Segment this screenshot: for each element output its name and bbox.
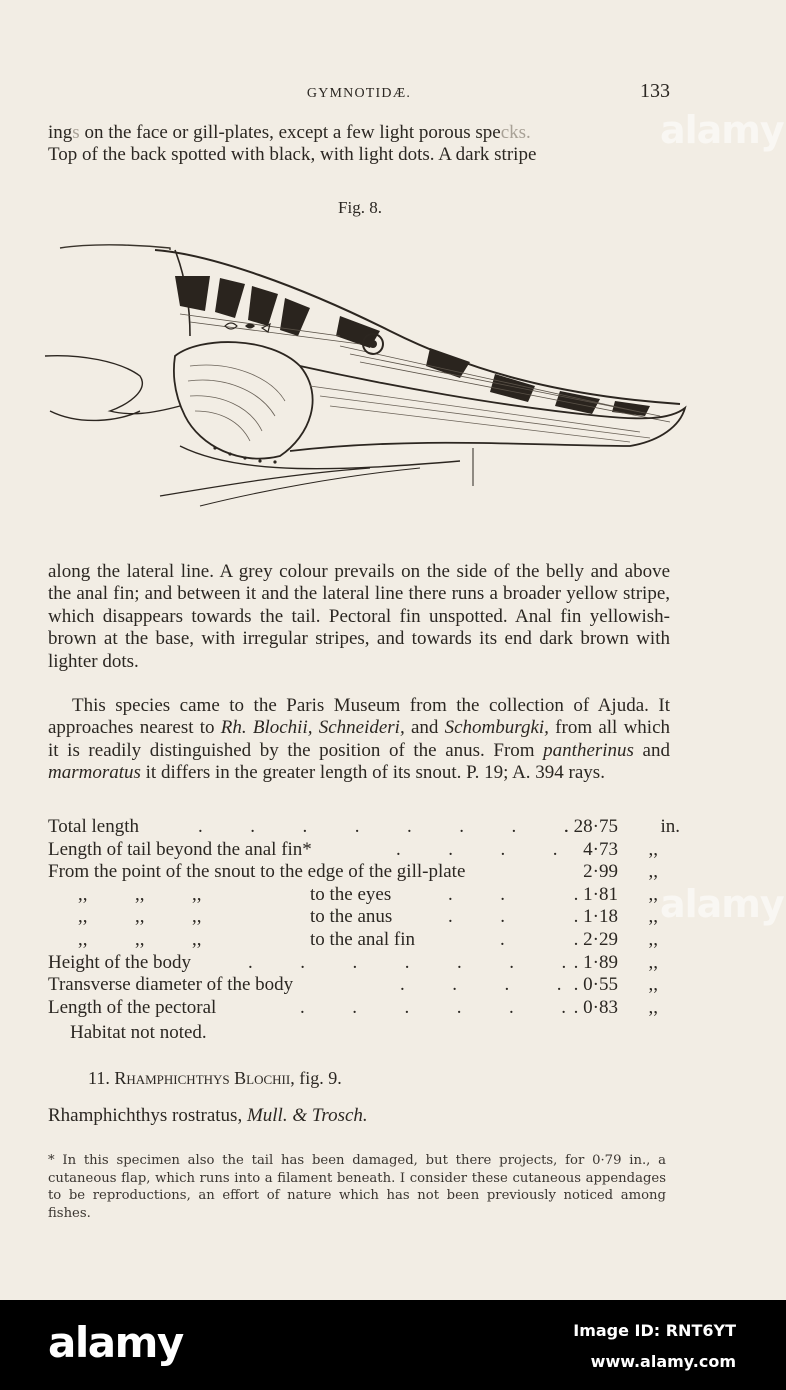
- image-id: Image ID: RNT6YT: [573, 1321, 736, 1340]
- leader-dots: . .: [448, 906, 505, 928]
- measurements-table: [48, 816, 688, 1019]
- measurement-value: . 1·18: [573, 906, 618, 928]
- measurement-label: From the point of the snout to the edge of the gill-plate: [48, 861, 466, 883]
- watermark-logo: alamy: [660, 882, 784, 926]
- measurement-label: Length of tail beyond the anal fin*: [48, 838, 312, 860]
- species-name: Rh. Blochii, Schneideri,: [220, 717, 405, 739]
- species-name: marmoratus: [48, 762, 141, 784]
- leader-dots: . . . .: [400, 974, 562, 996]
- text-run: This species came to the Paris Museum from the collection of Ajuda. It approaches nearest to: [48, 695, 670, 739]
- measurement-value: . 0·55: [573, 974, 618, 996]
- measurement-row: [48, 997, 688, 1020]
- site-url: www.alamy.com: [590, 1352, 736, 1371]
- leader-dots: .: [500, 928, 505, 950]
- measurement-label: Transverse diameter of the body: [48, 974, 294, 996]
- leader-dots: . . . . . . .: [248, 951, 567, 973]
- ditto-marks: ,, ,, ,,: [78, 928, 202, 950]
- measurement-value: . 0·83: [573, 996, 618, 1018]
- text-run: ing: [48, 122, 73, 143]
- paragraph-top: [48, 122, 670, 167]
- fish-head-illustration: [40, 236, 690, 526]
- text-run: from all which it is readily distinguished by the position of the anus. From: [48, 717, 671, 761]
- species-heading: [88, 1068, 342, 1089]
- measurement-row: [48, 861, 688, 884]
- measurement-unit: ,,: [648, 974, 658, 996]
- text-run: s: [72, 122, 80, 143]
- measurement-row: [48, 974, 688, 997]
- watermark-bar: [0, 1300, 786, 1390]
- figure-reference: fig. 9.: [299, 1068, 342, 1088]
- leader-dots: . . . . . . . .: [198, 816, 569, 837]
- leader-dots: . . . . . .: [300, 996, 566, 1018]
- species-heading-name: Rhamphichthys Blochii,: [114, 1068, 295, 1088]
- ditto-marks: ,, ,, ,,: [78, 883, 202, 905]
- measurement-row: [48, 952, 688, 975]
- measurement-value: 4·73: [583, 838, 618, 860]
- leader-dots: . . . .: [396, 838, 558, 860]
- measurement-unit: ,,: [648, 883, 658, 905]
- measurement-value: . 2·29: [573, 928, 618, 950]
- figure-caption: Fig. 8.: [338, 198, 382, 217]
- measurement-value: . 1·89: [573, 951, 618, 973]
- measurement-row: [48, 816, 688, 839]
- measurement-unit: ,,: [648, 996, 658, 1018]
- footnote: * In this specimen also the tail has been damaged, but there projects, for 0·79 in., a cutaneous flap, which runs into a filament beneath. I consider these cutaneous appendages to be reproductions, an effort of nature which has not been previously noticed among fishes.: [48, 1153, 666, 1221]
- text-run: on the face or gill-plates, except a few light porous spe: [79, 122, 501, 143]
- text-run: and: [404, 717, 445, 739]
- measurement-row: [48, 929, 688, 952]
- habitat-note: Habitat not noted.: [70, 1022, 207, 1043]
- measurement-unit: ,,: [648, 906, 658, 928]
- measurement-value: . 28·75: [564, 816, 618, 837]
- measurement-row: [48, 906, 688, 929]
- measurement-row: [48, 884, 688, 907]
- running-title: GYMNOTIDÆ.: [306, 86, 412, 101]
- leader-dots: . .: [448, 883, 505, 905]
- brand-logo: alamy: [48, 1318, 183, 1367]
- synonym-authority: Mull. & Trosch.: [246, 1105, 368, 1126]
- measurement-label: Length of the pectoral: [48, 996, 217, 1018]
- measurement-value: . 1·81: [573, 883, 618, 905]
- measurement-unit: ,,: [648, 838, 658, 860]
- text-run: and: [633, 739, 670, 761]
- measurement-unit: ,,: [648, 861, 658, 883]
- paragraph-middle: along the lateral line. A grey colour prevails on the side of the belly and above the anal fin; and between it and the lateral line there runs a broader yellow stripe, which disappears towards the tail. Pectoral fin unspotted. Anal fin yellowish-brown at the base, with irregular stripes, and towards its end dark brown with lighter dots.: [48, 561, 670, 672]
- synonym-name: Rhamphichthys rostratus,: [48, 1105, 243, 1126]
- species-name: pantherinus: [543, 739, 634, 761]
- paragraph-species: [48, 695, 670, 785]
- measurement-label: to the anus: [310, 906, 393, 928]
- running-head: [48, 80, 670, 108]
- measurement-label: Height of the body: [48, 951, 192, 973]
- species-number: 11.: [88, 1068, 110, 1088]
- measurement-unit: ,,: [648, 928, 658, 950]
- text-run: cks.: [500, 122, 531, 143]
- text-run: Top of the back spotted with black, with light dots. A dark stripe: [48, 144, 537, 166]
- measurement-value: 2·99: [583, 861, 618, 883]
- page-number: 133: [640, 80, 670, 102]
- measurement-row: [48, 839, 688, 862]
- measurement-label: to the eyes: [310, 883, 392, 905]
- measurement-label: Total length: [48, 816, 140, 837]
- measurement-unit: in.: [660, 816, 680, 837]
- measurement-unit: ,,: [648, 951, 658, 973]
- text-run: it differs in the greater length of its snout. P. 19; A. 394 rays.: [140, 762, 605, 784]
- species-name: Schomburgki,: [444, 717, 549, 739]
- synonym-line: [48, 1105, 368, 1127]
- ditto-marks: ,, ,, ,,: [78, 906, 202, 928]
- measurement-label: to the anal fin: [310, 928, 415, 950]
- watermark-logo: alamy: [660, 108, 784, 152]
